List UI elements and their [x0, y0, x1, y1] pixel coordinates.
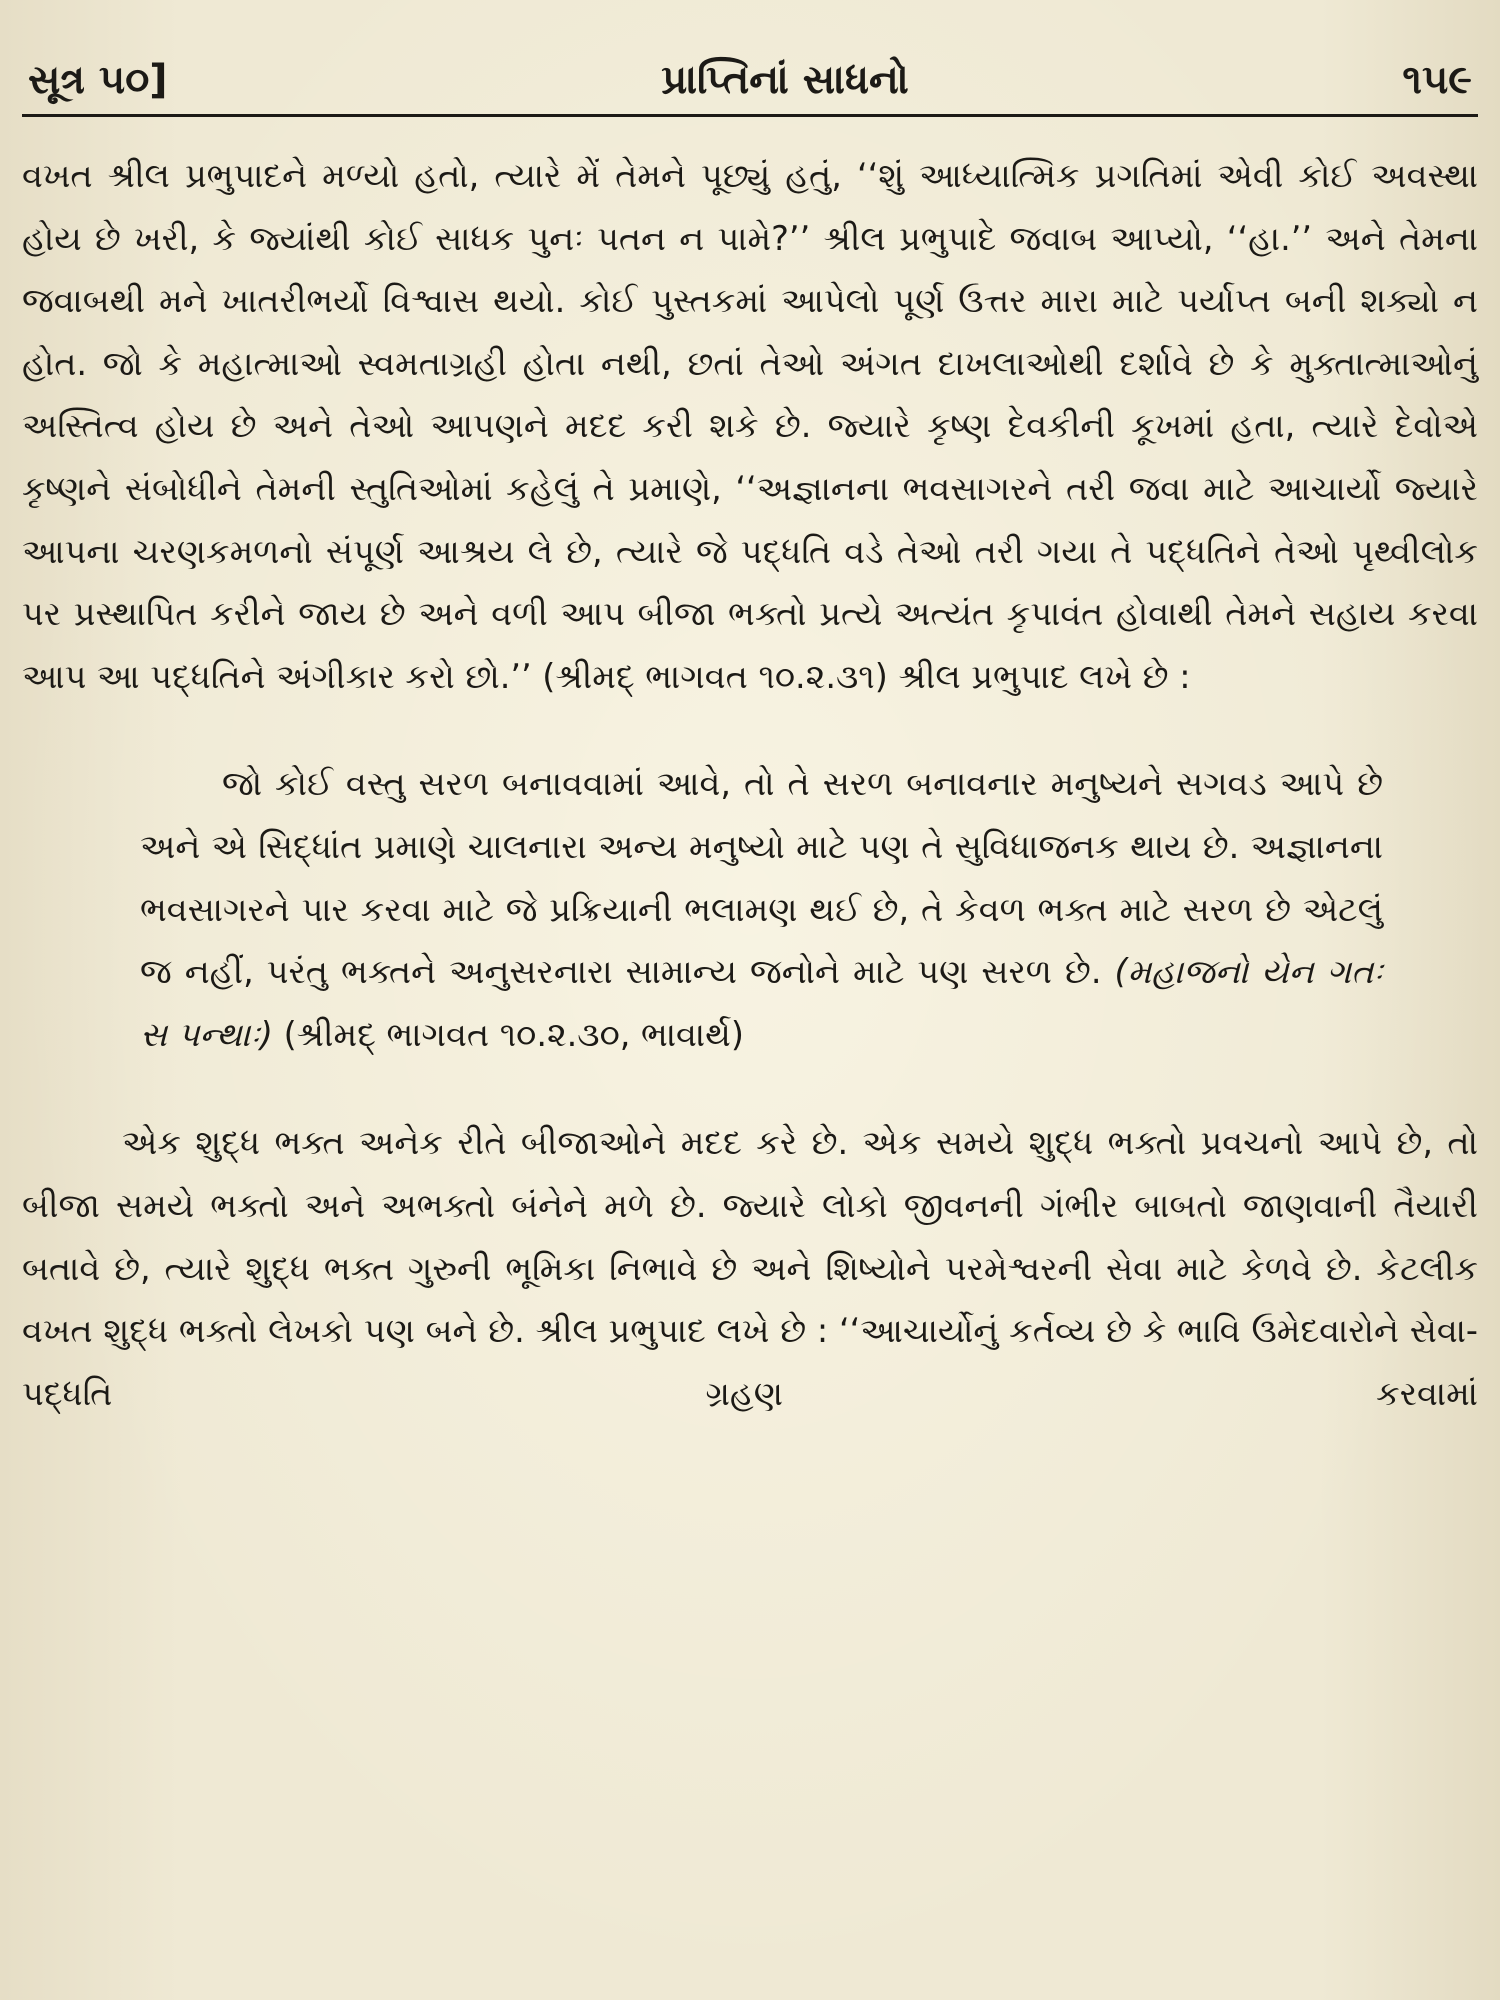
running-header	[22, 30, 1478, 103]
sutra-label: સૂત્ર ૫૦]	[28, 57, 168, 103]
page-number: ૧૫૯	[1402, 57, 1472, 103]
block-quote	[140, 753, 1383, 1066]
body-paragraph-2: એક શુદ્ધ ભક્ત અનેક રીતે બીજાઓને મદદ કરે છે. એક સમયે શુદ્ધ ભક્તો પ્રવચનો આપે છે, તો બીજા સમયે ભક્તો અને અભક્તો બંનેને મળે છે. જ્યારે લોકો જીવનની ગંભીર બાબતો જાણવાની તૈયારી બતાવે છે, ત્યારે શુદ્ધ ભક્ત ગુરુની ભૂમિકા નિભાવે છે અને શિષ્યોને પરમેશ્વરની સેવા માટે કેળવે છે. કેટલીક વખત શુદ્ધ ભક્તો લેખકો પણ બને છે. શ્રીલ પ્રભુપાદ લખે છે : ‘‘આચાર્યોનું કર્તવ્ય છે કે ભાવિ ઉમેદવારોને સેવા-પદ્ધતિ ગ્રહણ કરવામાં	[22, 1123, 1478, 1413]
quote-citation: (શ્રીમદ્‌ ભાગવત ૧૦.૨.૩૦, ભાવાર્થ)	[283, 1014, 744, 1054]
quote-text: જો કોઈ વસ્તુ સરળ બનાવવામાં આવે, તો તે સરળ બનાવનાર મનુષ્યને સગવડ આપે છે અને એ સિદ્ધાંત પ્રમાણે ચાલનારા અન્ય મનુષ્યો માટે પણ તે સુવિધાજનક થાય છે. અજ્ઞાનના ભવસાગરને પાર કરવા માટે જે પ્રક્રિયાની ભલામણ થઈ છે, તે કેવળ ભક્ત માટે સરળ છે એટલું જ નહીં, પરંતુ ભક્તને અનુસરનારા સામાન્ય જનોને માટે પણ સરળ છે.	[140, 764, 1383, 992]
header-rule	[22, 114, 1478, 117]
quote-italic-phrase: (મહાજનો યેન ગતઃ સ પન્થાઃ)	[140, 952, 1383, 1054]
body-paragraph-1: વખત શ્રીલ પ્રભુપાદને મળ્યો હતો, ત્યારે મેં તેમને પૂછ્યું હતું, ‘‘શું આધ્યાત્મિક પ્રગતિમાં એવી કોઈ અવસ્થા હોય છે ખરી, કે જ્યાંથી કોઈ સાધક પુનઃ પતન ન પામે?’’ શ્રીલ પ્રભુપાદે જવાબ આપ્યો, ‘‘હા.’’ અને તેમના જવાબથી મને ખાતરીભર્યો વિશ્વાસ થયો. કોઈ પુસ્તકમાં આપેલો પૂર્ણ ઉત્તર મારા માટે પર્યાપ્ત બની શક્યો ન હોત. જો કે મહાત્માઓ સ્વમતાગ્રહી હોતા નથી, છતાં તેઓ અંગત દાખલાઓથી દર્શાવે છે કે મુક્તાત્માઓનું અસ્તિત્વ હોય છે અને તેઓ આપણને મદદ કરી શકે છે. જ્યારે કૃષ્ણ દેવકીની કૂખમાં હતા, ત્યારે દેવોએ કૃષ્ણને સંબોધીને તેમની સ્તુતિઓમાં કહેલું તે પ્રમાણે, ‘‘અજ્ઞાનના ભવસાગરને તરી જવા માટે આચાર્યો જ્યારે આપના ચરણકમળનો સંપૂર્ણ આશ્રય લે છે, ત્યારે જે પદ્ધતિ વડે તેઓ તરી ગયા તે પદ્ધતિને તેઓ પૃથ્વીલોક પર પ્રસ્થાપિત કરીને જાય છે અને વળી આપ બીજા ભક્તો પ્રત્યે અત્યંત કૃપાવંત હોવાથી તેમને સહાય કરવા આપ આ પદ્ધતિને અંગીકાર કરો છો.’’ (શ્રીમદ્‌ ભાગવત ૧૦.૨.૩૧) શ્રીલ પ્રભુપાદ લખે છે :	[22, 156, 1478, 696]
chapter-title: પ્રાપ્તિનાં સાધનો	[661, 57, 909, 103]
